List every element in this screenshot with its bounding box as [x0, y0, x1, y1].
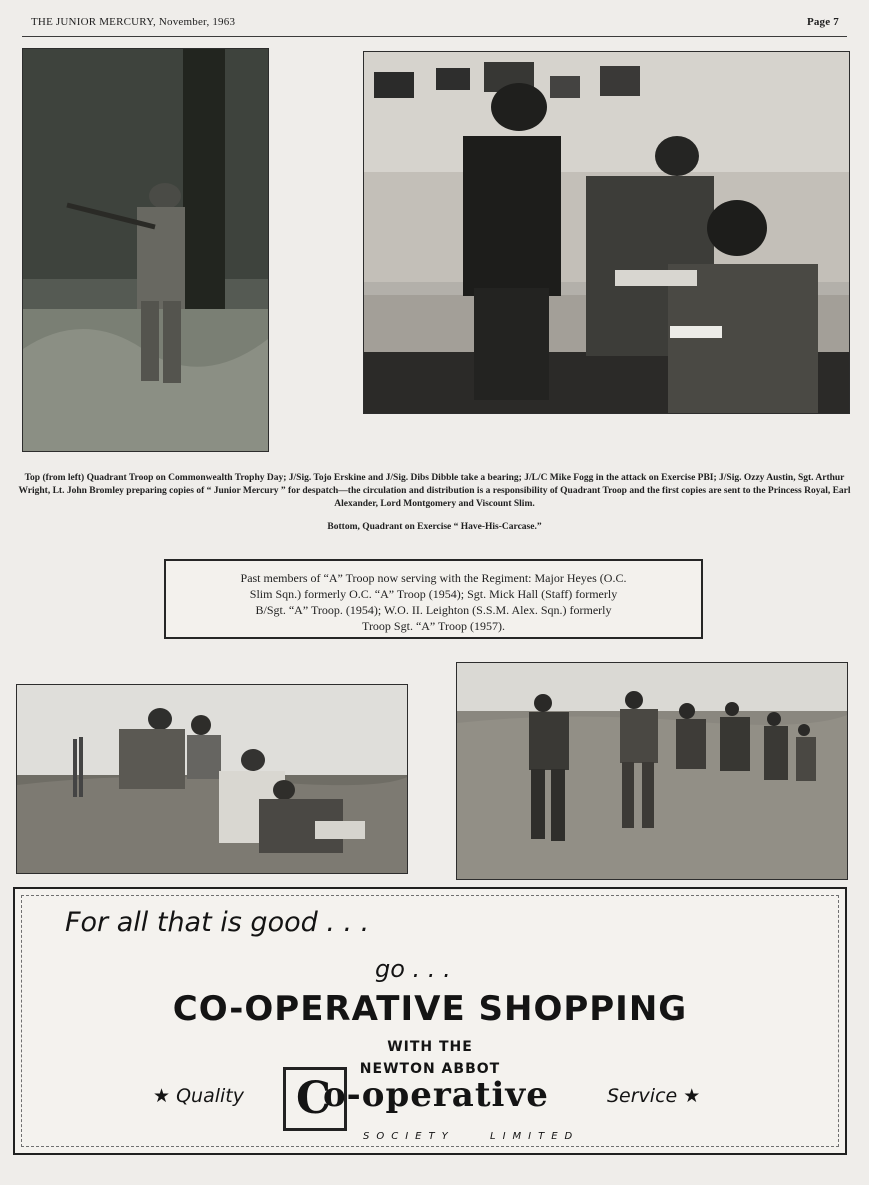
- advert-line-2: go . . .: [375, 955, 451, 983]
- cooperative-logo: [283, 1067, 595, 1129]
- publication-title: THE JUNIOR MERCURY, November, 1963: [31, 16, 236, 28]
- header-rule: [22, 36, 847, 37]
- logo-letter: C: [296, 1073, 332, 1124]
- page-header: [31, 16, 839, 36]
- cooperative-advert: [13, 887, 847, 1155]
- notice-line: Past members of “A” Troop now serving with the Regiment: Major Heyes (O.C.: [240, 571, 627, 585]
- notice-line: Slim Sqn.) formerly O.C. “A” Troop (1954); Sgt. Mick Hall (Staff) formerly: [249, 587, 618, 601]
- caption-top: Top (from left) Quadrant Troop on Commonwealth Trophy Day; J/Sig. Tojo Erskine and J/Sig. Dibs Dibble take a bearing; J/L/C Mike Fogg in the attack on Exercise PBI; J/Sig. Ozzy Austin, Sgt. Arthur Wright, Lt. John Bromley preparing copies of “ Junior Mercury ” for despatch—the circulation and distribution is a responsibility of Quadrant Troop and the first copies are sent to the Princess Royal, Earl Alexander, Lord Montgomery and Viscount Slim.: [18, 473, 851, 509]
- photo-walking-cadets: [456, 662, 848, 880]
- logo-word: o-operative: [323, 1075, 549, 1115]
- caption-bottom: Bottom, Quadrant on Exercise “ Have-His-Carcase.”: [327, 522, 542, 532]
- service-tag: Service ★: [607, 1085, 701, 1107]
- photo-kneeling-cadets: [16, 684, 408, 874]
- advert-line-1: For all that is good . . .: [65, 907, 370, 938]
- advert-headline: CO-OPERATIVE SHOPPING: [172, 989, 688, 1029]
- society-label: SOCIETY: [363, 1131, 455, 1142]
- notice-line: B/Sgt. “A” Troop. (1954); W.O. II. Leighton (S.S.M. Alex. Sqn.) formerly: [255, 603, 612, 617]
- limited-label: LIMITED: [490, 1131, 580, 1142]
- notice-box: [164, 559, 703, 639]
- quality-tag: ★ Quality: [153, 1085, 244, 1107]
- notice-line: Troop Sgt. “A” Troop (1957).: [362, 619, 505, 633]
- photo-caption: [18, 472, 851, 534]
- page-number: Page 7: [806, 16, 839, 28]
- photo-woodland-soldier: [22, 48, 269, 452]
- advert-line-5: NEWTON ABBOT: [359, 1061, 501, 1077]
- photo-preparing-copies: [363, 51, 850, 414]
- advert-line-4: WITH THE: [387, 1039, 473, 1055]
